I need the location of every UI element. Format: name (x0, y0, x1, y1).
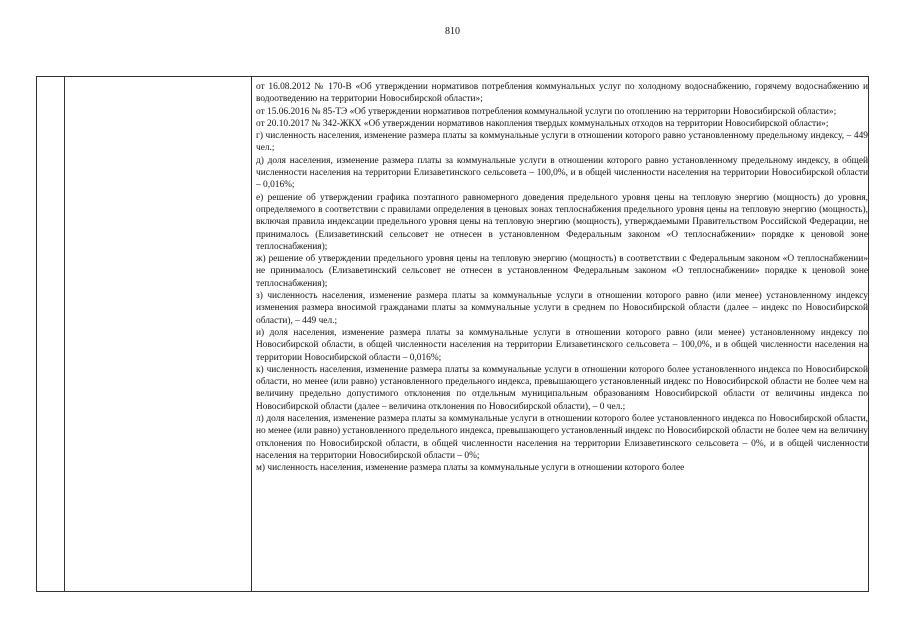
paragraph-e: е) решение об утверждении графика поэтапного равномерного доведения предельного уровня цены на тепловую энергию (мощность) до уровня, определяемого в соответствии с правилами определения в ценовых зонах теплоснабжения предельного уровня цены на тепловую энергию (мощность), включая правила индексации предельного уровня цены на тепловую энергию (мощность), утверждаемыми Правительством Российской Федерации, не принималось (Елизаветинский сельсовет не отнесен в установленном Федеральным законом «О теплоснабжении» порядке к ценовой зоне теплоснабжения); (256, 192, 868, 252)
column-divider (64, 77, 65, 591)
paragraph-k: к) численность населения, изменение размера платы за коммунальные услуги в отношении которого более установленного индекса по Новосибирской области, но менее (или равно) установленного предельного индекса, превышающего установленный индекс по Новосибирской области не более чем на величину предельно допустимого отклонения по отдельным муниципальным образованиям Новосибирской области от величины индекса по Новосибирской области (далее – величина отклонения по Новосибирской области), – 0 чел.; (256, 364, 868, 412)
text-cell (256, 81, 868, 475)
paragraph-z: з) численность населения, изменение размера платы за коммунальные услуги в отношении которого равно (или менее) установленному индексу изменения размера вносимой гражданами платы за коммунальные услуги в среднем по Новосибирской области (далее – индекс по Новосибирской области), – 449 чел.; (256, 291, 868, 326)
paragraph-d: д) доля населения, изменение размера платы за коммунальные услуги в отношении которого равно установленному предельному индексу, в общей численности населения на территории Елизаветинского сельсовета – 100,0%, и в общей численности населения на территории Новосибирской области – 0,016%; (256, 155, 868, 191)
paragraph-m: м) численность населения, изменение размера платы за коммунальные услуги в отношении которого более (256, 463, 685, 474)
paragraph-decree-342: от 20.10.2017 № 342-ЖКХ «Об утверждении нормативов накопления твердых коммунальных отходов на территории Новосибирской области»; (256, 118, 829, 129)
paragraph-g: г) численность населения, изменение размера платы за коммунальные услуги в отношении которого равно установленному предельному индексу, – 449 чел.; (256, 131, 868, 154)
document-table (36, 76, 869, 592)
column-divider (251, 77, 252, 591)
paragraph-l: л) доля населения, изменение размера платы за коммунальные услуги в отношении которого более установленного индекса по Новосибирской области, но менее (или равно) установленного предельного индекса, превышающего установленный индекс по Новосибирской области не более чем на величину отклонения по Новосибирской области, в общей численности населения на территории Елизаветинского сельсовета – 0%, и в общей численности населения на территории Новосибирской области – 0%; (256, 414, 868, 461)
paragraph-zh: ж) решение об утверждении предельного уровня цены на тепловую энергию (мощность) в соответствии с Федеральным законом «О теплоснабжении» не принималось (Елизаветинский сельсовет не отнесен в установленном Федеральным законом «О теплоснабжении» порядке к ценовой зоне теплоснабжения); (256, 254, 868, 289)
page-number: 810 (445, 26, 460, 37)
paragraph-decree-170: от 16.08.2012 № 170-В «Об утверждении нормативов потребления коммунальных услуг по холодному водоснабжению, горячему водоснабжению и водоотведению на территории Новосибирской области»; (256, 82, 868, 105)
paragraph-i: и) доля населения, изменение размера платы за коммунальные услуги в отношении которого равно (или менее) установленному индексу по Новосибирской области, в общей численности населения на территории Елизаветинского сельсовета – 100,0%, и в общей численности населения на территории Новосибирской области – 0,016%; (256, 327, 868, 363)
paragraph-decree-85: от 15.06.2016 № 85-ТЭ «Об утверждении нормативов потребления коммунальной услуги по отоплению на территории Новосибирской области»; (256, 106, 837, 117)
